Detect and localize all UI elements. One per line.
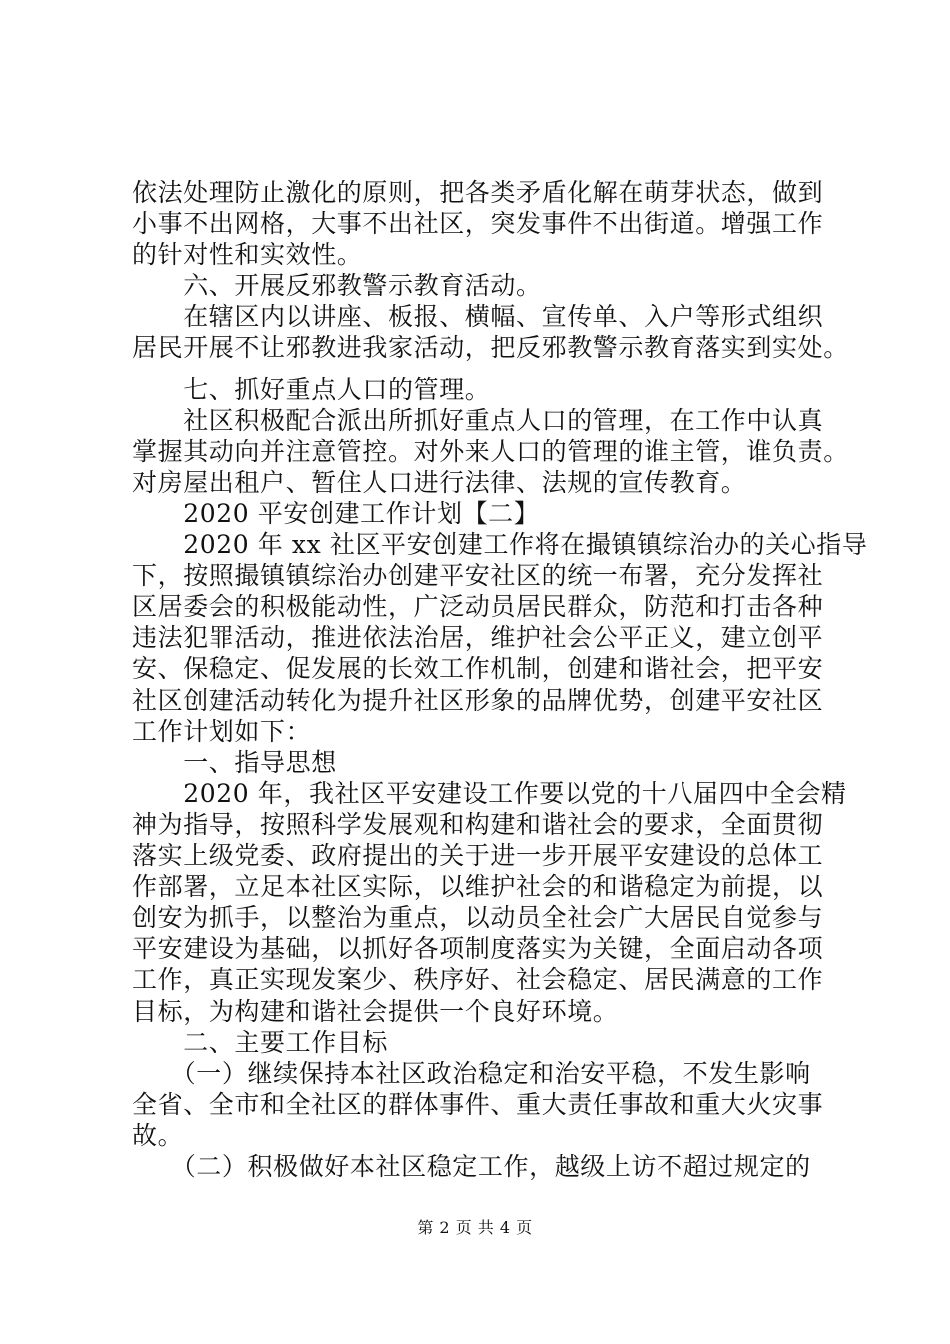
plan-title: 2020 平安创建工作计划【二】 — [132, 499, 540, 528]
text-line: 居民开展不让邪教进我家活动，把反邪教警示教育落实到实处。 — [132, 333, 849, 362]
text-line: 区居委会的积极能动性，广泛动员居民群众，防范和打击各种 — [132, 592, 824, 621]
text-line: 依法处理防止激化的原则，把各类矛盾化解在萌芽状态，做到 — [132, 178, 824, 207]
text-line: 创安为抓手，以整治为重点，以动员全社会广大居民自觉参与 — [132, 903, 824, 932]
text-line: 对房屋出租户、暂住人口进行法律、法规的宣传教育。 — [132, 468, 747, 497]
text-line: 2020 年 xx 社区平安创建工作将在撮镇镇综治办的关心指导 — [132, 530, 868, 559]
text-line: 安、保稳定、促发展的长效工作机制，创建和谐社会，把平安 — [132, 654, 824, 683]
text-line: 目标，为构建和谐社会提供一个良好环境。 — [132, 997, 619, 1026]
text-line: 2020 年，我社区平安建设工作要以党的十八届四中全会精 — [132, 779, 847, 808]
section-heading: 二、主要工作目标 — [132, 1028, 389, 1057]
section-heading: 六、开展反邪教警示教育活动。 — [132, 271, 542, 300]
text-line: 的针对性和实效性。 — [132, 240, 363, 269]
text-line: 在辖区内以讲座、板报、横幅、宣传单、入户等形式组织 — [132, 302, 824, 331]
text-line: 落实上级党委、政府提出的关于进一步开展平安建设的总体工 — [132, 841, 824, 870]
text-line: 社区积极配合派出所抓好重点人口的管理，在工作中认真 — [132, 406, 824, 435]
text-line: （一）继续保持本社区政治稳定和治安平稳，不发生影响 — [132, 1059, 811, 1088]
text-line: 工作计划如下： — [132, 717, 312, 746]
text-line: 社区创建活动转化为提升社区形象的品牌优势，创建平安社区 — [132, 686, 824, 715]
text-line: 工作，真正实现发案少、秩序好、社会稳定、居民满意的工作 — [132, 965, 824, 994]
section-heading: 一、指导思想 — [132, 748, 337, 777]
text-line: 违法犯罪活动，推进依法治居，维护社会公平正义，建立创平 — [132, 623, 824, 652]
text-line: 全省、全市和全社区的群体事件、重大责任事故和重大火灾事 — [132, 1090, 824, 1119]
text-line: 平安建设为基础，以抓好各项制度落实为关键，全面启动各项 — [132, 934, 824, 963]
page-footer: 第 2 页 共 4 页 — [417, 1218, 533, 1237]
text-line: 小事不出网格，大事不出社区，突发事件不出街道。增强工作 — [132, 209, 824, 238]
text-line: 作部署，立足本社区实际，以维护社会的和谐稳定为前提，以 — [132, 872, 824, 901]
text-line: 神为指导，按照科学发展观和构建和谐社会的要求，全面贯彻 — [132, 810, 824, 839]
text-line: 故。 — [132, 1121, 184, 1150]
section-heading: 七、抓好重点人口的管理。 — [132, 375, 491, 404]
text-line: （二）积极做好本社区稳定工作，越级上访不超过规定的 — [132, 1152, 811, 1181]
text-line: 下，按照撮镇镇综治办创建平安社区的统一布署，充分发挥社 — [132, 561, 824, 590]
text-line: 掌握其动向并注意管控。对外来人口的管理的谁主管，谁负责。 — [132, 437, 849, 466]
